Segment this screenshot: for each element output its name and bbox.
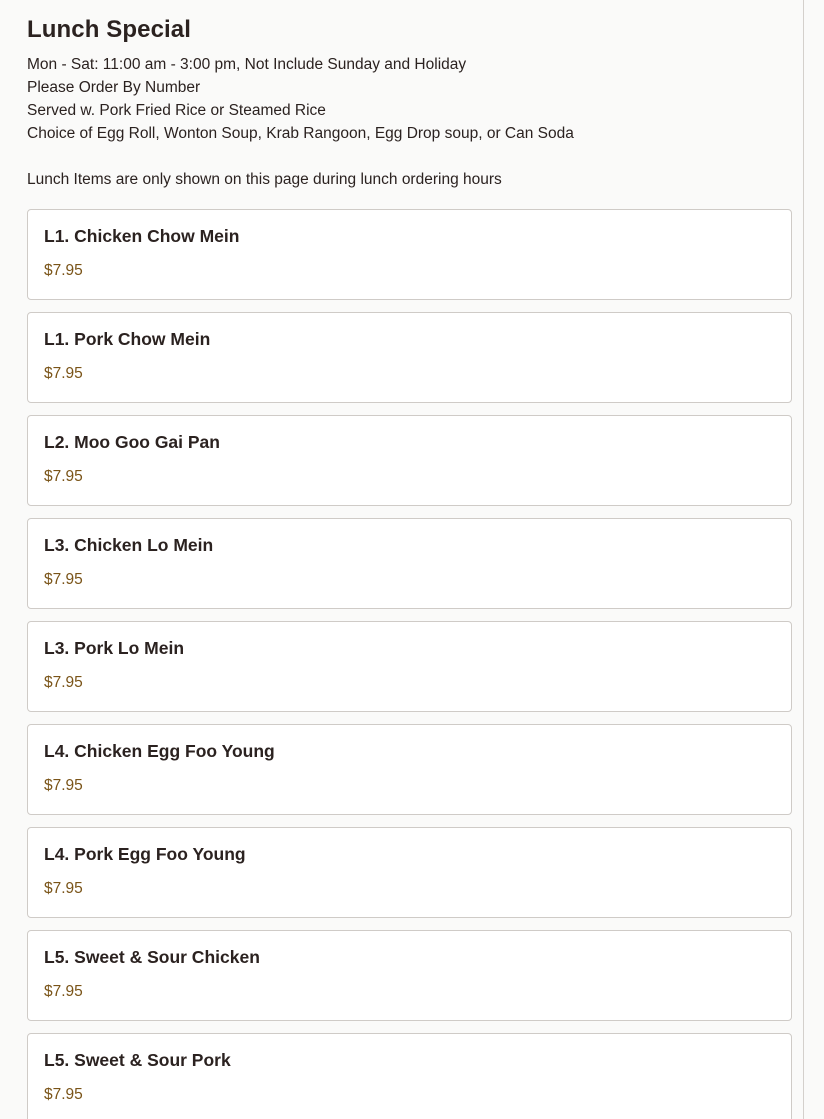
menu-item-card[interactable]: [27, 827, 792, 918]
menu-item-name: L5. Sweet & Sour Chicken: [44, 947, 260, 967]
menu-item-price: $7.95: [44, 777, 83, 794]
menu-item-price: $7.95: [44, 262, 83, 279]
menu-item-name: L2. Moo Goo Gai Pan: [44, 432, 220, 452]
menu-item-name: L4. Pork Egg Foo Young: [44, 844, 246, 864]
menu-item-name: L4. Chicken Egg Foo Young: [44, 741, 275, 761]
section-title: Lunch Special: [27, 16, 192, 43]
menu-item-card[interactable]: [27, 209, 792, 300]
menu-item-price: $7.95: [44, 880, 83, 897]
menu-item-card[interactable]: [27, 312, 792, 403]
menu-item-price: $7.95: [44, 571, 83, 588]
lunch-hours-note: Lunch Items are only shown on this page during lunch ordering hours: [27, 171, 502, 188]
menu-item-price: $7.95: [44, 468, 83, 485]
rice-choice-text: Served w. Pork Fried Rice or Steamed Rice: [27, 102, 326, 119]
menu-item-card[interactable]: [27, 1033, 792, 1119]
menu-item-name: L1. Chicken Chow Mein: [44, 226, 240, 246]
menu-item-price: $7.95: [44, 365, 83, 382]
order-instructions-text: Please Order By Number: [27, 79, 201, 96]
menu-item-name: L1. Pork Chow Mein: [44, 329, 211, 349]
side-choice-text: Choice of Egg Roll, Wonton Soup, Krab Rangoon, Egg Drop soup, or Can Soda: [27, 125, 574, 142]
menu-item-card[interactable]: [27, 621, 792, 712]
menu-item-name: L3. Pork Lo Mein: [44, 638, 185, 658]
menu-item-price: $7.95: [44, 1086, 83, 1103]
menu-item-list: [27, 209, 792, 1119]
menu-item-card[interactable]: [27, 518, 792, 609]
menu-item-price: $7.95: [44, 674, 83, 691]
menu-item-name: L5. Sweet & Sour Pork: [44, 1050, 231, 1070]
menu-item-card[interactable]: [27, 415, 792, 506]
menu-item-price: $7.95: [44, 983, 83, 1000]
menu-item-card[interactable]: [27, 724, 792, 815]
hours-text: Mon - Sat: 11:00 am - 3:00 pm, Not Include Sunday and Holiday: [27, 56, 467, 73]
menu-item-card[interactable]: [27, 930, 792, 1021]
menu-item-name: L3. Chicken Lo Mein: [44, 535, 214, 555]
